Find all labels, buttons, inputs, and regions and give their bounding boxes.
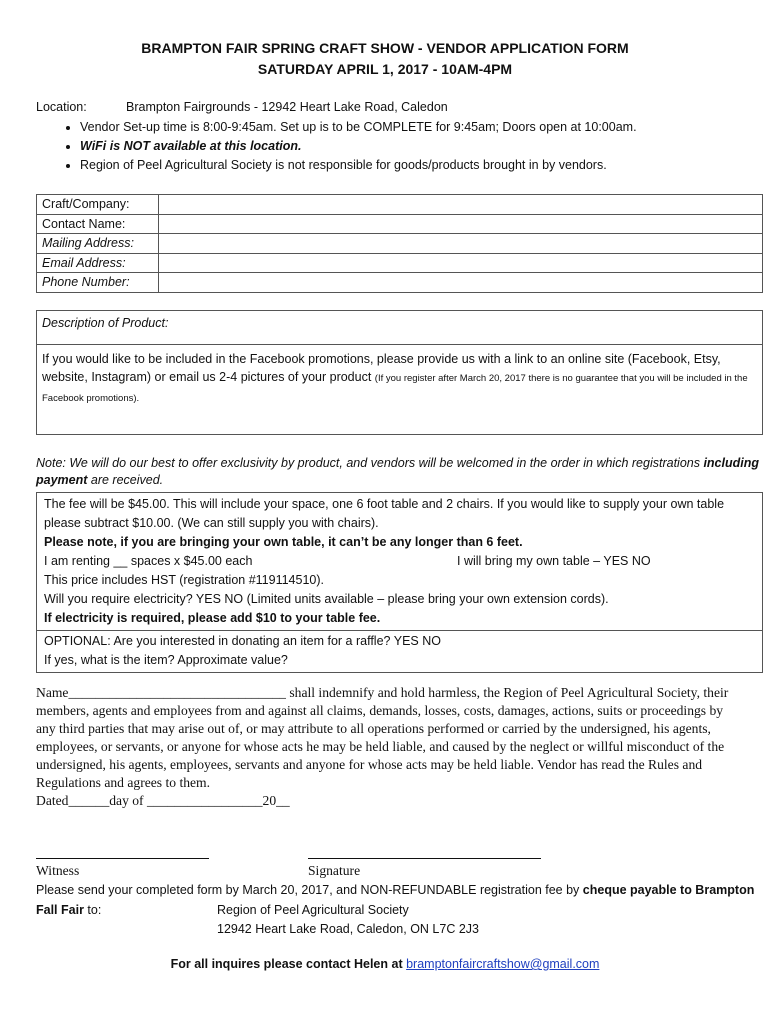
- indemnity-clause: [36, 684, 736, 810]
- mailing-address-line1: Region of Peel Agricultural Society: [217, 902, 409, 917]
- facebook-promo-disclaimer: (If you register after March 20, 2017 there is no guarantee that you will be included in the Facebook promotions).: [42, 373, 748, 404]
- form-title: BRAMPTON FAIR SPRING CRAFT SHOW - VENDOR APPLICATION FORM: [141, 40, 629, 56]
- inquiries-contact: [0, 957, 770, 971]
- mailing-address-label: Mailing Address:: [37, 234, 159, 254]
- table-row: [37, 214, 763, 234]
- exclusivity-note: [36, 455, 763, 489]
- location-line: [36, 100, 448, 114]
- note-part2: are received.: [87, 473, 164, 487]
- note-part1: Note: We will do our best to offer exclusivity by product, and vendors will be welcomed in the order in which registrations: [36, 456, 704, 470]
- send-part2: to:: [83, 902, 102, 917]
- product-description-box: [36, 310, 763, 435]
- phone-number-field[interactable]: [159, 273, 763, 293]
- setup-time-bullet: • Vendor Set-up time is 8:00-9:45am. Set up is to be COMPLETE for 9:45am; Doors open at 10:00am.: [80, 118, 770, 137]
- fee-text: The fee will be $45.00. This will include your space, one 6 foot table and 2 chairs. If you would like to supply your own table please subtract $10.00. (We can still supply you with chairs).: [44, 497, 725, 530]
- send-bold: cheque payable to Brampton Fall Fair: [36, 883, 755, 917]
- witness-signature-line[interactable]: [36, 858, 209, 859]
- contact-name-label: Contact Name:: [37, 214, 159, 234]
- product-description-label: Description of Product:: [42, 316, 169, 330]
- product-description-field[interactable]: [37, 311, 762, 345]
- inquiries-label: For all inquires please contact Helen at: [170, 957, 403, 971]
- signature-label: Signature: [308, 863, 361, 878]
- table-row: [37, 234, 763, 254]
- dated-line[interactable]: Dated______day of _________________20__: [36, 793, 290, 808]
- responsibility-bullet: • Region of Peel Agricultural Society is not responsible for goods/products brought in by vendors.: [80, 156, 770, 175]
- craft-company-field[interactable]: [159, 195, 763, 215]
- location-label: Location:: [36, 100, 87, 114]
- submission-instructions: [36, 881, 763, 940]
- own-table-choice[interactable]: I will bring my own table – YES NO: [457, 554, 651, 568]
- witness-label: Witness: [36, 863, 80, 878]
- table-row: [37, 273, 763, 293]
- vendor-signature-line[interactable]: [308, 858, 541, 859]
- facebook-promo-main: If you would like to be included in the Facebook promotions, please provide us with a link to an online site (Facebook, Etsy, website, Instagram) or email us 2-4 pictures of your product: [42, 352, 721, 384]
- indemnity-text: Name________________________________ shall indemnify and hold harmless, the Region of Peel Agricultural Society, their members, agents and employees from and against all claims, demands, losses, costs, damages, actions, suits or proceedings by any third parties that may arise out of, or may attribute to all operations performed or carried by the undersigned, his agents, employees, or servants, or anyone for whose acts he may be held liable, and caused by the neglect or willful misconduct of the undersigned, his agents, employees, servants and anyone for whose acts may be held liable. Vendor has read the Rules and Regulations and agrees to them.: [36, 685, 729, 790]
- send-part1: Please send your completed form by March 20, 2017, and NON-REFUNDABLE registration fee by: [36, 883, 583, 897]
- info-bullets: [36, 118, 770, 175]
- renting-spaces[interactable]: I am renting __ spaces x $45.00 each: [44, 554, 253, 568]
- note-bold: including payment: [36, 456, 760, 487]
- raffle-section: [37, 631, 762, 672]
- mailing-address-line2: 12942 Heart Lake Road, Caledon, ON L7C 2J3: [217, 922, 479, 936]
- electricity-fee-note: If electricity is required, please add $10 to your table fee.: [44, 611, 381, 625]
- renting-row: [44, 552, 762, 571]
- electricity-question[interactable]: Will you require electricity? YES NO (Limited units available – please bring your own extension cords).: [44, 592, 609, 606]
- fee-box: [36, 492, 763, 673]
- contact-name-field[interactable]: [159, 214, 763, 234]
- location-value: Brampton Fairgrounds - 12942 Heart Lake Road, Caledon: [126, 100, 448, 114]
- email-address-field[interactable]: [159, 253, 763, 273]
- raffle-question[interactable]: OPTIONAL: Are you interested in donating an item for a raffle? YES NO: [44, 634, 441, 648]
- fee-section: [37, 493, 762, 631]
- event-date-title: SATURDAY APRIL 1, 2017 - 10AM-4PM: [257, 61, 513, 77]
- mailing-address-field[interactable]: [159, 234, 763, 254]
- phone-number-label: Phone Number:: [37, 273, 159, 293]
- craft-company-label: Craft/Company:: [37, 195, 159, 215]
- email-address-label: Email Address:: [37, 253, 159, 273]
- raffle-item-question[interactable]: If yes, what is the item? Approximate value?: [44, 653, 288, 667]
- facebook-promo-text: [37, 345, 762, 408]
- vendor-contact-table: [36, 194, 763, 293]
- table-size-note: Please note, if you are bringing your own table, it can’t be any longer than 6 feet.: [44, 535, 523, 549]
- wifi-bullet: • WiFi is NOT available at this location.: [80, 137, 770, 156]
- table-row: [37, 253, 763, 273]
- contact-email-link[interactable]: bramptonfaircraftshow@gmail.com: [406, 957, 600, 971]
- table-row: [37, 195, 763, 215]
- hst-note: This price includes HST (registration #119114510).: [44, 573, 325, 587]
